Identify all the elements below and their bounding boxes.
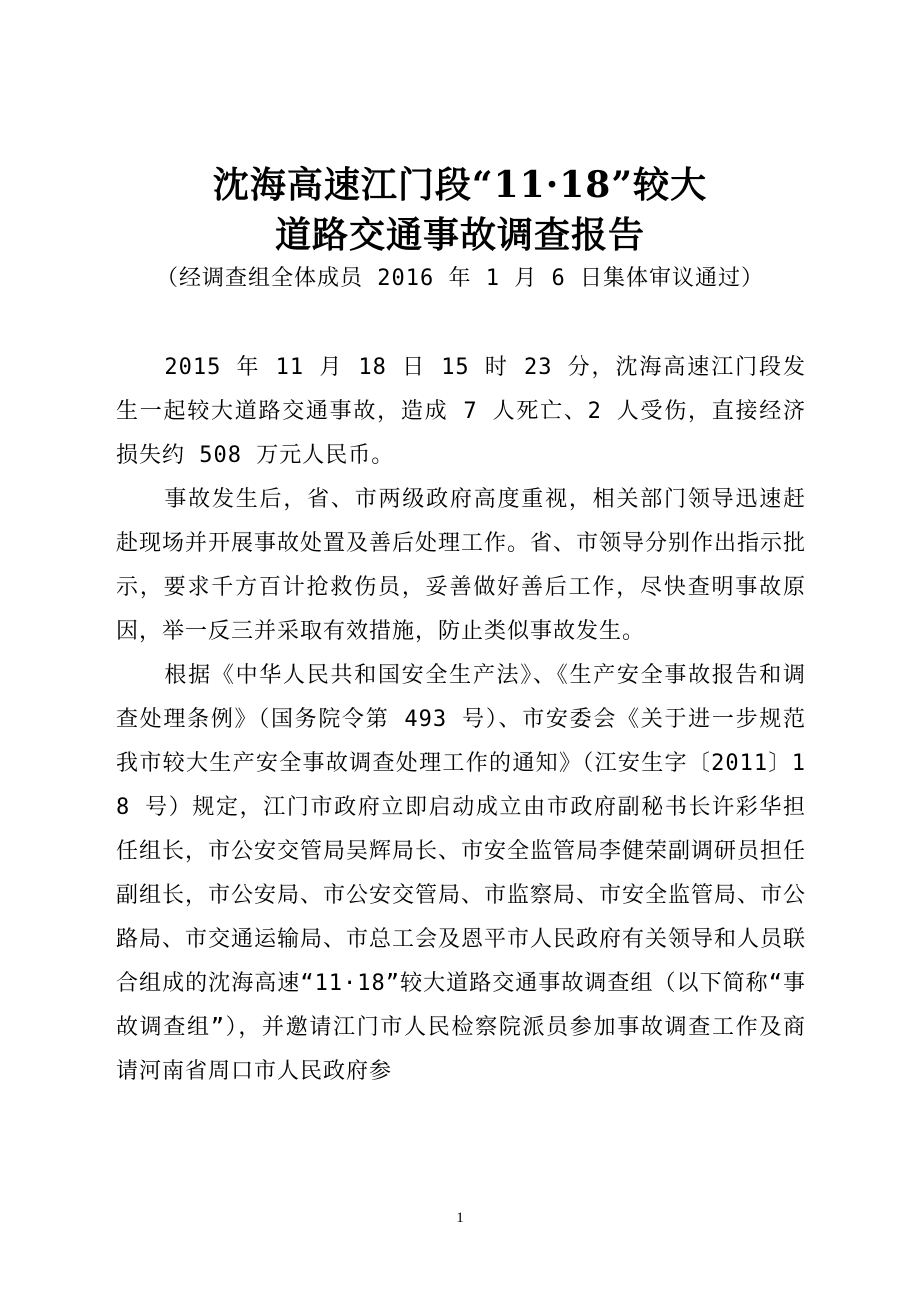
report-body bbox=[116, 346, 806, 1094]
title-line-2: 道路交通事故调查报告 bbox=[274, 214, 645, 256]
report-subtitle: （经调查组全体成员 2016 年 1 月 6 日集体审议通过） bbox=[156, 266, 764, 291]
paragraph-summary: 2015 年 11 月 18 日 15 时 23 分，沈海高速江门段发生一起较大道路交通事故，造成 7 人死亡、2 人受伤，直接经济损失约 508 万元人民币。 bbox=[116, 355, 806, 468]
paragraph-investigation: 根据《中华人民共和国安全生产法》、《生产安全事故报告和调查处理条例》（国务院令第 493 号）、市安委会《关于进一步规范我市较大生产安全事故调查处理工作的通知》（江安生字〔2011〕18 号）规定，江门市政府立即启动成立由市政府副秘书长许彩华担任组长，市公安交管局吴辉局长、市安全监管局李健荣副调研员担任副组长，市公安局、市公安交管局、市监察局、市安全监管局、市公路局、市交通运输局、市总工会及恩平市人民政府有关领导和人员联合组成的沈海高速“11·18”较大道路交通事故调查组（以下简称“事故调查组”），并邀请江门市人民检察院派员参加事故调查工作及商请河南省周口市人民政府参 bbox=[116, 663, 807, 1084]
paragraph-response: 事故发生后，省、市两级政府高度重视，相关部门领导迅速赶赴现场并开展事故处置及善后处理工作。省、市领导分别作出指示批示，要求千方百计抢救伤员，妥善做好善后工作，尽快查明事故原因，举一反三并采取有效措施，防止类似事故发生。 bbox=[116, 487, 807, 644]
page-number: 1 bbox=[456, 1210, 464, 1226]
title-line-1: 沈海高速江门段“11·18”较大 bbox=[212, 164, 708, 206]
report-title bbox=[0, 160, 920, 260]
